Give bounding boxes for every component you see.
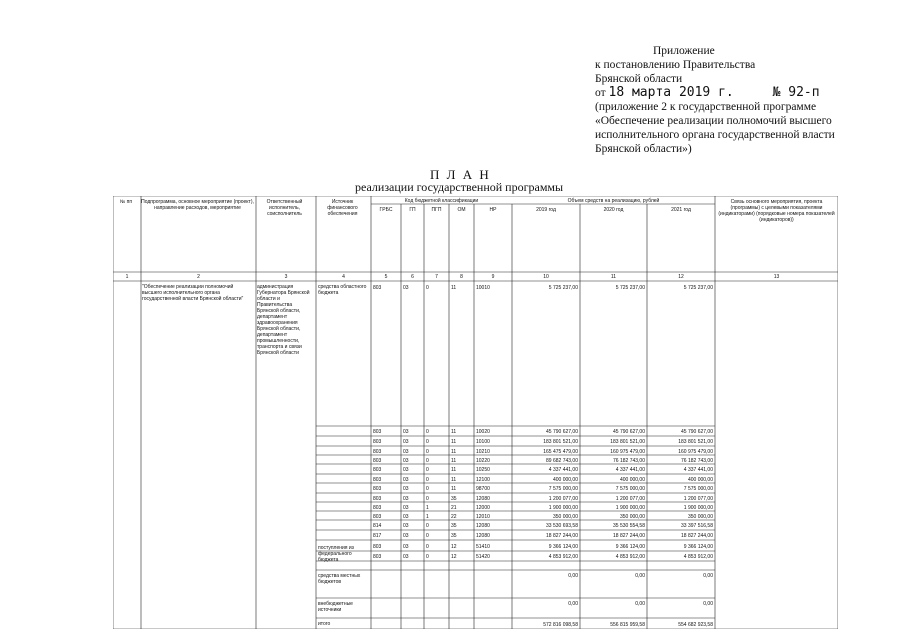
cell-gp: 03 bbox=[403, 449, 409, 455]
header-volume: Объем средств на реализацию, рублей bbox=[567, 198, 660, 204]
cell-nr: 10020 bbox=[476, 429, 490, 435]
cell-nr: 10100 bbox=[476, 439, 490, 445]
column-number: 10 bbox=[543, 274, 549, 280]
cell-v1: 1 200 077,00 bbox=[548, 496, 578, 502]
cell-om: 11 bbox=[451, 429, 457, 435]
cell-gp: 03 bbox=[403, 523, 409, 529]
date-prefix: от bbox=[595, 87, 606, 99]
appendix-label: Приложение bbox=[653, 45, 715, 57]
header-grbs: ГРБС bbox=[379, 207, 393, 213]
cell-nr: 12080 bbox=[476, 523, 490, 529]
source-regional: средства областного бюджета bbox=[318, 284, 367, 296]
cell-pgp: 0 bbox=[426, 467, 429, 473]
date-line bbox=[595, 86, 835, 100]
extra-v2: 0,00 bbox=[635, 601, 645, 607]
cell-om: 35 bbox=[451, 533, 457, 539]
cell-nr: 51420 bbox=[476, 554, 490, 560]
cell-pgp: 0 bbox=[426, 449, 429, 455]
cell-pgp: 0 bbox=[426, 429, 429, 435]
cell-v2: 1 200 077,00 bbox=[615, 496, 645, 502]
cell-v2: 76 182 743,00 bbox=[613, 458, 645, 464]
cell-pgp: 0 bbox=[426, 554, 429, 560]
column-number: 13 bbox=[773, 274, 780, 280]
header-subprogram: Подпрограмма, основное мероприятие (проект), направление расходов, мероприятие bbox=[141, 199, 254, 211]
cell-grbs: 803 bbox=[373, 458, 382, 464]
cell-nr: 12080 bbox=[476, 496, 490, 502]
cell-gp: 03 bbox=[403, 467, 409, 473]
cell-nr: 12100 bbox=[476, 477, 490, 483]
cell-v2: 160 975 479,00 bbox=[610, 449, 645, 455]
cell-om: 12 bbox=[451, 554, 457, 560]
program-note-2: «Обеспечение реализации полномочий высшего bbox=[595, 115, 832, 127]
region-label: Брянской области bbox=[595, 73, 683, 85]
cell-nr: 10250 bbox=[476, 467, 490, 473]
cell-v1: 183 801 521,00 bbox=[543, 439, 578, 445]
item-name: "Обеспечение реализации полномочий высшего исполнительного органа государственной власти Брянской области" bbox=[142, 284, 244, 302]
cell-grbs: 803 bbox=[373, 429, 382, 435]
document-title: П Л А Н bbox=[430, 167, 491, 182]
local-v3: 0,00 bbox=[703, 573, 713, 579]
cell-grbs: 803 bbox=[373, 505, 382, 511]
header-indicators: Связь основного мероприятия, проекта (программы) с целевыми показателями (индикаторами) (порядковые номера показателей (индикаторов)) bbox=[718, 199, 835, 223]
cell-gp: 03 bbox=[403, 486, 409, 492]
header-2019: 2019 год bbox=[536, 207, 556, 213]
appendix-header bbox=[595, 44, 835, 156]
table-grid bbox=[113, 196, 838, 629]
cell-grbs: 803 bbox=[373, 439, 382, 445]
column-number: 8 bbox=[460, 274, 463, 280]
cell-nr: 12010 bbox=[476, 514, 490, 520]
cell-v1: 89 682 743,00 bbox=[546, 458, 578, 464]
resolution-label: к постановлению Правительства bbox=[595, 59, 756, 71]
cell-grbs: 814 bbox=[373, 523, 382, 529]
cell-pgp: 0 bbox=[426, 439, 429, 445]
cell-v3: 7 575 000,00 bbox=[683, 486, 713, 492]
cell-nr: 12080 bbox=[476, 533, 490, 539]
cell-v1: 5 725 237,00 bbox=[548, 285, 578, 291]
column-number: 3 bbox=[284, 274, 288, 280]
cell-v3: 18 827 244,00 bbox=[681, 533, 713, 539]
cell-v1: 4 337 441,00 bbox=[548, 467, 578, 473]
cell-pgp: 0 bbox=[426, 496, 429, 502]
cell-nr: 10210 bbox=[476, 449, 490, 455]
cell-grbs: 803 bbox=[373, 544, 382, 550]
cell-om: 11 bbox=[451, 439, 457, 445]
cell-om: 11 bbox=[451, 285, 457, 291]
cell-pgp: 1 bbox=[426, 505, 429, 511]
column-number: 5 bbox=[384, 274, 388, 280]
cell-nr: 10220 bbox=[476, 458, 490, 464]
cell-gp: 03 bbox=[403, 429, 409, 435]
plan-table bbox=[113, 196, 838, 629]
cell-v2: 400 000,00 bbox=[619, 477, 645, 483]
cell-v1: 18 827 244,00 bbox=[546, 533, 578, 539]
cell-v3: 33 397 516,58 bbox=[681, 523, 713, 529]
total-v2: 556 815 959,58 bbox=[610, 622, 645, 628]
cell-v1: 7 575 000,00 bbox=[548, 486, 578, 492]
cell-v3: 76 182 743,00 bbox=[681, 458, 713, 464]
cell-v2: 7 575 000,00 bbox=[615, 486, 645, 492]
source-extra: внебюджетные источники bbox=[318, 601, 353, 613]
cell-v3: 1 200 077,00 bbox=[683, 496, 713, 502]
cell-v1: 165 475 479,00 bbox=[543, 449, 578, 455]
cell-v3: 4 337 441,00 bbox=[683, 467, 713, 473]
cell-v1: 400 000,00 bbox=[552, 477, 578, 483]
cell-grbs: 803 bbox=[373, 477, 382, 483]
cell-pgp: 0 bbox=[426, 523, 429, 529]
cell-om: 22 bbox=[451, 514, 457, 520]
cell-v1: 1 900 000,00 bbox=[548, 505, 578, 511]
cell-nr: 98700 bbox=[476, 486, 490, 492]
cell-grbs: 803 bbox=[373, 496, 382, 502]
column-number: 9 bbox=[491, 274, 495, 280]
source-federal: поступления из федерального бюджета bbox=[318, 545, 354, 563]
total-v3: 554 682 923,58 bbox=[678, 622, 713, 628]
cell-om: 21 bbox=[451, 505, 457, 511]
source-total: итого bbox=[318, 621, 331, 627]
document-subtitle: реализации государственной программы bbox=[355, 180, 564, 194]
cell-v2: 35 530 554,58 bbox=[613, 523, 645, 529]
cell-grbs: 803 bbox=[373, 449, 382, 455]
local-v2: 0,00 bbox=[635, 573, 645, 579]
cell-om: 11 bbox=[451, 467, 457, 473]
cell-pgp: 0 bbox=[426, 533, 429, 539]
cell-v3: 4 853 912,00 bbox=[683, 554, 713, 560]
cell-v3: 5 725 237,00 bbox=[683, 285, 713, 291]
cell-gp: 03 bbox=[403, 496, 409, 502]
cell-om: 11 bbox=[451, 449, 457, 455]
cell-pgp: 0 bbox=[426, 477, 429, 483]
cell-gp: 03 bbox=[403, 458, 409, 464]
cell-v2: 45 790 627,00 bbox=[613, 429, 645, 435]
cell-om: 11 bbox=[451, 458, 457, 464]
header-gp: ГП bbox=[409, 207, 416, 213]
cell-v2: 18 827 244,00 bbox=[613, 533, 645, 539]
cell-v1: 45 790 627,00 bbox=[546, 429, 578, 435]
cell-gp: 03 bbox=[403, 439, 409, 445]
column-number: 6 bbox=[411, 274, 414, 280]
header-om: ОМ bbox=[457, 207, 466, 213]
column-number: 11 bbox=[610, 274, 617, 280]
cell-nr: 10010 bbox=[476, 285, 490, 291]
cell-v1: 350 000,00 bbox=[552, 514, 578, 520]
cell-pgp: 0 bbox=[426, 486, 429, 492]
cell-v3: 183 801 521,00 bbox=[678, 439, 713, 445]
cell-v3: 350 000,00 bbox=[687, 514, 713, 520]
column-number: 1 bbox=[125, 274, 129, 280]
cell-nr: 12000 bbox=[476, 505, 490, 511]
cell-om: 11 bbox=[451, 486, 457, 492]
cell-grbs: 817 bbox=[373, 533, 382, 539]
cell-v1: 4 853 912,00 bbox=[548, 554, 578, 560]
cell-pgp: 0 bbox=[426, 285, 429, 291]
column-number: 12 bbox=[678, 274, 684, 280]
header-nr: НР bbox=[489, 207, 497, 213]
cell-om: 12 bbox=[451, 544, 457, 550]
extra-v3: 0,00 bbox=[703, 601, 713, 607]
cell-v2: 5 725 237,00 bbox=[615, 285, 645, 291]
cell-v3: 45 790 627,00 bbox=[681, 429, 713, 435]
local-v1: 0,00 bbox=[568, 573, 578, 579]
program-note-1: (приложение 2 к государственной программе bbox=[595, 101, 817, 113]
cell-grbs: 803 bbox=[373, 486, 382, 492]
header-2021: 2021 год bbox=[671, 207, 691, 213]
cell-gp: 03 bbox=[403, 285, 409, 291]
cell-v1: 9 366 124,00 bbox=[548, 544, 578, 550]
cell-grbs: 803 bbox=[373, 285, 382, 291]
cell-v2: 4 853 912,00 bbox=[615, 554, 645, 560]
header-source: Источник финансового обеспечения bbox=[327, 199, 358, 217]
cell-gp: 03 bbox=[403, 554, 409, 560]
cell-v2: 4 337 441,00 bbox=[615, 467, 645, 473]
header-responsible: Ответственный исполнитель, соисполнитель bbox=[266, 199, 303, 217]
column-number: 7 bbox=[435, 274, 438, 280]
column-number: 4 bbox=[342, 274, 345, 280]
cell-om: 11 bbox=[451, 477, 457, 483]
cell-v2: 1 900 000,00 bbox=[615, 505, 645, 511]
cell-v3: 9 366 124,00 bbox=[683, 544, 713, 550]
cell-nr: 51410 bbox=[476, 544, 490, 550]
cell-grbs: 803 bbox=[373, 467, 382, 473]
cell-om: 35 bbox=[451, 496, 457, 502]
header-pgp: ПГП bbox=[431, 207, 442, 213]
total-v1: 572 816 098,58 bbox=[543, 622, 578, 628]
program-note-4: Брянской области») bbox=[595, 143, 692, 155]
cell-pgp: 1 bbox=[426, 514, 429, 520]
cell-v2: 9 366 124,00 bbox=[615, 544, 645, 550]
header-kbk: Код бюджетной классификации bbox=[404, 198, 479, 204]
cell-v3: 1 900 000,00 bbox=[683, 505, 713, 511]
column-number: 2 bbox=[197, 274, 200, 280]
cell-gp: 03 bbox=[403, 505, 409, 511]
cell-pgp: 0 bbox=[426, 544, 429, 550]
cell-v1: 33 530 693,58 bbox=[546, 523, 578, 529]
source-local: средства местных бюджетов bbox=[318, 573, 361, 585]
resolution-number: № 92-п bbox=[772, 85, 820, 100]
cell-grbs: 803 bbox=[373, 554, 382, 560]
cell-gp: 03 bbox=[403, 477, 409, 483]
cell-pgp: 0 bbox=[426, 458, 429, 464]
header-2020: 2020 год bbox=[603, 207, 624, 213]
cell-gp: 03 bbox=[403, 533, 409, 539]
cell-v3: 160 975 479,00 bbox=[678, 449, 713, 455]
cell-gp: 03 bbox=[403, 544, 409, 550]
extra-v1: 0,00 bbox=[568, 601, 578, 607]
cell-gp: 03 bbox=[403, 514, 409, 520]
cell-v3: 400 000,00 bbox=[687, 477, 713, 483]
program-note-3: исполнительного органа государственной власти bbox=[595, 129, 835, 141]
cell-grbs: 803 bbox=[373, 514, 382, 520]
cell-v2: 183 801 521,00 bbox=[610, 439, 645, 445]
item-responsible: администрация Губернатора Брянской области и Правительства Брянской области, департамент здравоохранения Брянской области, департамент промышленности, транспорта и связи Брянской области bbox=[257, 284, 310, 356]
header-num: № пп bbox=[119, 199, 133, 205]
resolution-date: 18 марта 2019 г. bbox=[608, 85, 734, 100]
cell-om: 35 bbox=[451, 523, 457, 529]
cell-v2: 350 000,00 bbox=[619, 514, 645, 520]
